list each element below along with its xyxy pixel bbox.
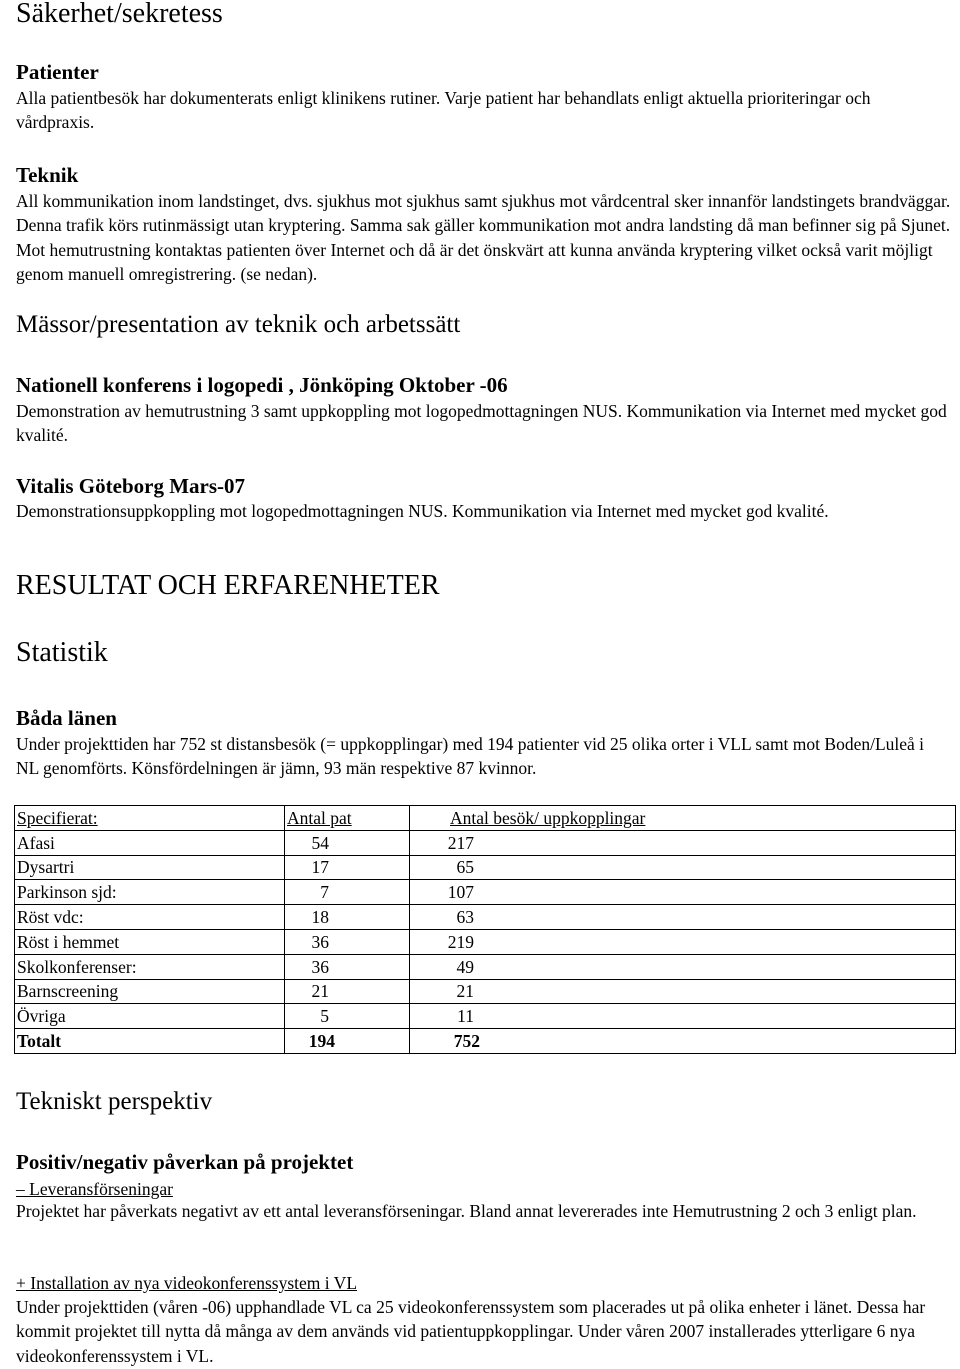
- installation-text: Under projekttiden (våren -06) upphandlade VL ca 25 videokonferenssystem som placerades ut på olika enheter i länet. Dessa har kommit projektet till nytta då många av dem används vid patientuppkopplingar. Under våren 2007 installerades ytterligare 6 nya videokonferenssystem i VL.: [16, 1297, 926, 1366]
- header-antal-pat: Antal pat: [287, 807, 352, 828]
- header-antal-besok: Antal besök/ uppkopplingar: [450, 807, 646, 828]
- konferens-text: Demonstration av hemutrustning 3 samt uppkoppling mot logopedmottagningen NUS. Kommunikation via Internet med mycket god kvalité.: [16, 401, 947, 446]
- leverans-text: Projektet har påverkats negativt av ett antal leveransförseningar. Bland annat levererades inte Hemutrustning 2 och 3 enligt plan.: [16, 1201, 917, 1221]
- table-row: Afasi 54 217: [15, 830, 956, 855]
- teknik-heading: Teknik: [16, 163, 79, 187]
- header-specifierat: Specifierat:: [17, 807, 98, 828]
- teknik-text: All kommunikation inom landstinget, dvs. sjukhus mot sjukhus samt sjukhus mot vårdcentral sker innanför landstingets brandväggar. Denna trafik körs rutinmässigt utan kryptering. Samma sak gäller kommunikation mot andra landsting då man befinner sig på Sjunet. Mot hemutrustning kontaktas patienten över Internet och då är det önskvärt att kunna använda kryptering vilket också varit möjligt genom manuell omregistrering. (se nedan).: [16, 191, 951, 284]
- bada-text: Under projekttiden har 752 st distansbesök (= uppkopplingar) med 194 patienter vid 25 olika orter i VLL samt mot Boden/Luleå i NL genomförts. Könsfördelningen är jämn, 93 män respektive 87 kvinnor.: [16, 734, 925, 779]
- statistics-table: [14, 805, 956, 1054]
- table-header-row: [15, 806, 956, 831]
- table-row: Övriga 5 11: [15, 1004, 956, 1029]
- statistik-title: Statistik: [16, 637, 108, 668]
- tekniskt-title: Tekniskt perspektiv: [16, 1088, 213, 1115]
- konferens-heading: Nationell konferens i logopedi , Jönköping Oktober -06: [16, 373, 508, 397]
- table-row: Parkinson sjd: 7 107: [15, 880, 956, 905]
- vitalis-heading: Vitalis Göteborg Mars-07: [16, 474, 246, 498]
- table-row: Röst vdc: 18 63: [15, 905, 956, 930]
- table-row: Röst i hemmet 36 219: [15, 929, 956, 954]
- table-row: Barnscreening 21 21: [15, 979, 956, 1004]
- installation-label: + Installation av nya videokonferenssystem i VL: [16, 1273, 358, 1293]
- table-row: Dysartri 17 65: [15, 855, 956, 880]
- resultat-title: RESULTAT OCH ERFARENHETER: [16, 570, 440, 601]
- patienter-heading: Patienter: [16, 60, 99, 84]
- sakerhet-title: Säkerhet/sekretess: [16, 0, 223, 29]
- positiv-heading: Positiv/negativ påverkan på projektet: [16, 1150, 354, 1174]
- patienter-text: Alla patientbesök har dokumenterats enligt klinikens rutiner. Varje patient har behandlats enligt aktuella prioriteringar och vårdpraxis.: [16, 88, 871, 133]
- massor-title: Mässor/presentation av teknik och arbetssätt: [16, 311, 461, 338]
- leverans-label: – Leveransförseningar: [16, 1179, 173, 1199]
- vitalis-text: Demonstrationsuppkoppling mot logopedmottagningen NUS. Kommunikation via Internet med mycket god kvalité.: [16, 501, 829, 521]
- bada-heading: Båda länen: [16, 706, 117, 730]
- table-row: Skolkonferenser: 36 49: [15, 954, 956, 979]
- table-total-row: Totalt 194 752: [15, 1029, 956, 1054]
